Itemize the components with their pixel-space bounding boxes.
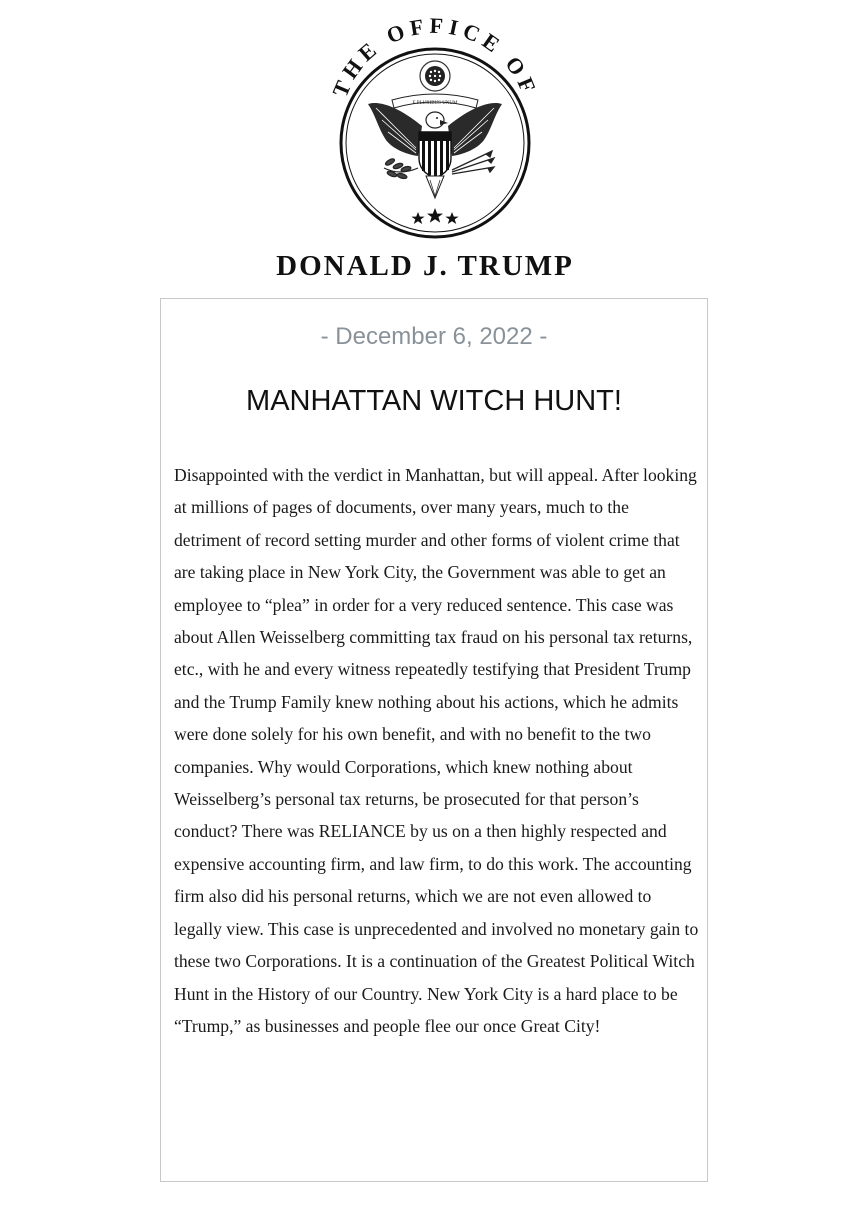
office-name: DONALD J. TRUMP <box>276 250 574 282</box>
office-seal <box>320 8 550 248</box>
presidential-eagle-seal-icon <box>320 8 550 248</box>
statement-card <box>160 298 708 1182</box>
statement-body: Disappointed with the verdict in Manhattan, but will appeal. After looking at millions of pages of documents, over many years, much to the detriment of record setting murder and other forms of violent crime that are taking place in New York City, the Government was able to get an employee to “plea” in order for a very reduced sentence. This case was about Allen Weisselberg committing tax fraud on his personal tax returns, etc., with he and every witness repeatedly testifying that President Trump and the Trump Family knew nothing about his actions, which he admits were done solely for his own benefit, and with no benefit to the two companies. Why would Corporations, which knew nothing about Weisselberg’s personal tax returns, be prosecuted for that person’s conduct? There was RELIANCE by us on a then highly respected and expensive accounting firm, and law firm, to do this work. The accounting firm also did his personal returns, which we are not even allowed to legally view. This case is unprecedented and involved no monetary gain to these two Corporations. It is a continuation of the Greatest Political Witch Hunt in the History of our Country. New York City is a hard place to be “Trump,” as businesses and people flee our once Great City! <box>174 465 699 1036</box>
statement-title: MANHATTAN WITCH HUNT! <box>246 385 622 417</box>
seal-arc-text: THE OFFICE OF <box>327 12 543 101</box>
statement-date: - December 6, 2022 - <box>320 323 548 350</box>
seal-scroll-text: E PLURIBUS UNUM <box>412 101 458 106</box>
